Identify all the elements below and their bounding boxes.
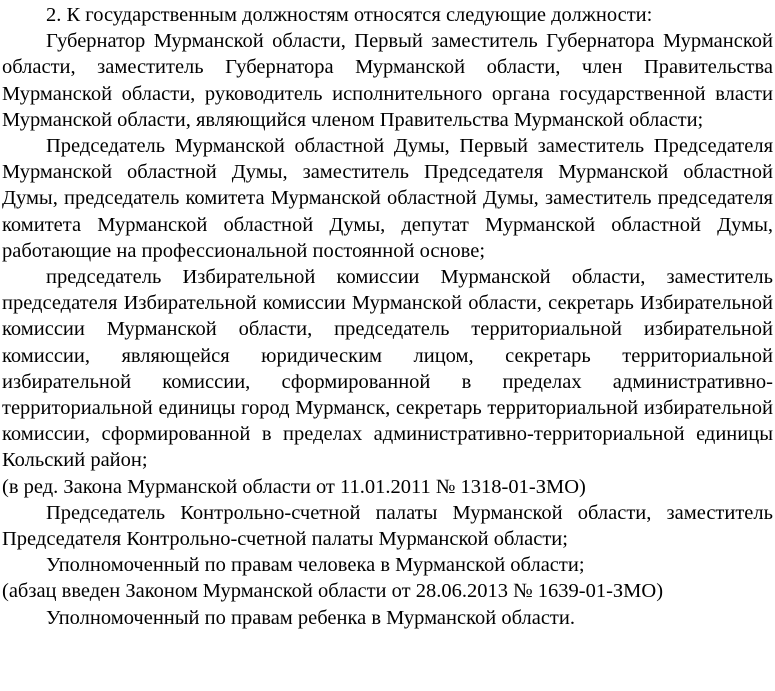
paragraph-human-rights-ombudsman: Уполномоченный по правам человека в Мурманской области; bbox=[46, 554, 585, 577]
amendment-note-2011: (в ред. Закона Мурманской области от 11.01.2011 № 1318-01-ЗМО) bbox=[2, 475, 586, 498]
paragraph-duma: Председатель Мурманской областной Думы, Первый заместитель Председателя Мурманской областной Думы, заместитель Председателя Мурманской областной Думы, председатель комитета Мурманской областной Думы, заместитель председателя комитета Мурманской областной Думы, депутат Мурманской областной Думы, работающие на профессиональной постоянной основе; bbox=[2, 135, 773, 262]
paragraph-governor: Губернатор Мурманской области, Первый заместитель Губернатора Мурманской области, заместитель Губернатора Мурманской области, член Правительства Мурманской области, руководитель исполнительного органа государственной власти Мурманской области, являющийся членом Правительства Мурманской области; bbox=[2, 30, 773, 131]
paragraph-child-rights-ombudsman: Уполномоченный по правам ребенка в Мурманской области. bbox=[46, 606, 575, 629]
paragraph-audit-chamber: Председатель Контрольно-счетной палаты Мурманской области, заместитель Председателя Контрольно-счетной палаты Мурманской области; bbox=[2, 501, 773, 551]
paragraph-intro: 2. К государственным должностям относятся следующие должности: bbox=[46, 4, 653, 26]
amendment-note-2013: (абзац введен Законом Мурманской области от 28.06.2013 № 1639-01-ЗМО) bbox=[2, 580, 664, 603]
paragraph-election-commission: председатель Избирательной комиссии Мурманской области, заместитель председателя Избирательной комиссии Мурманской области, секретарь Избирательной комиссии Мурманской области, председатель территориальной избирательной комиссии, являющейся юридическим лицом, секретарь территориальной избирательной комиссии, сформированной в пределах административно-территориальной единицы город Мурманск, секретарь территориальной избирательной комиссии, сформированной в пределах административно-территориальной единицы Кольский район; bbox=[2, 266, 773, 472]
